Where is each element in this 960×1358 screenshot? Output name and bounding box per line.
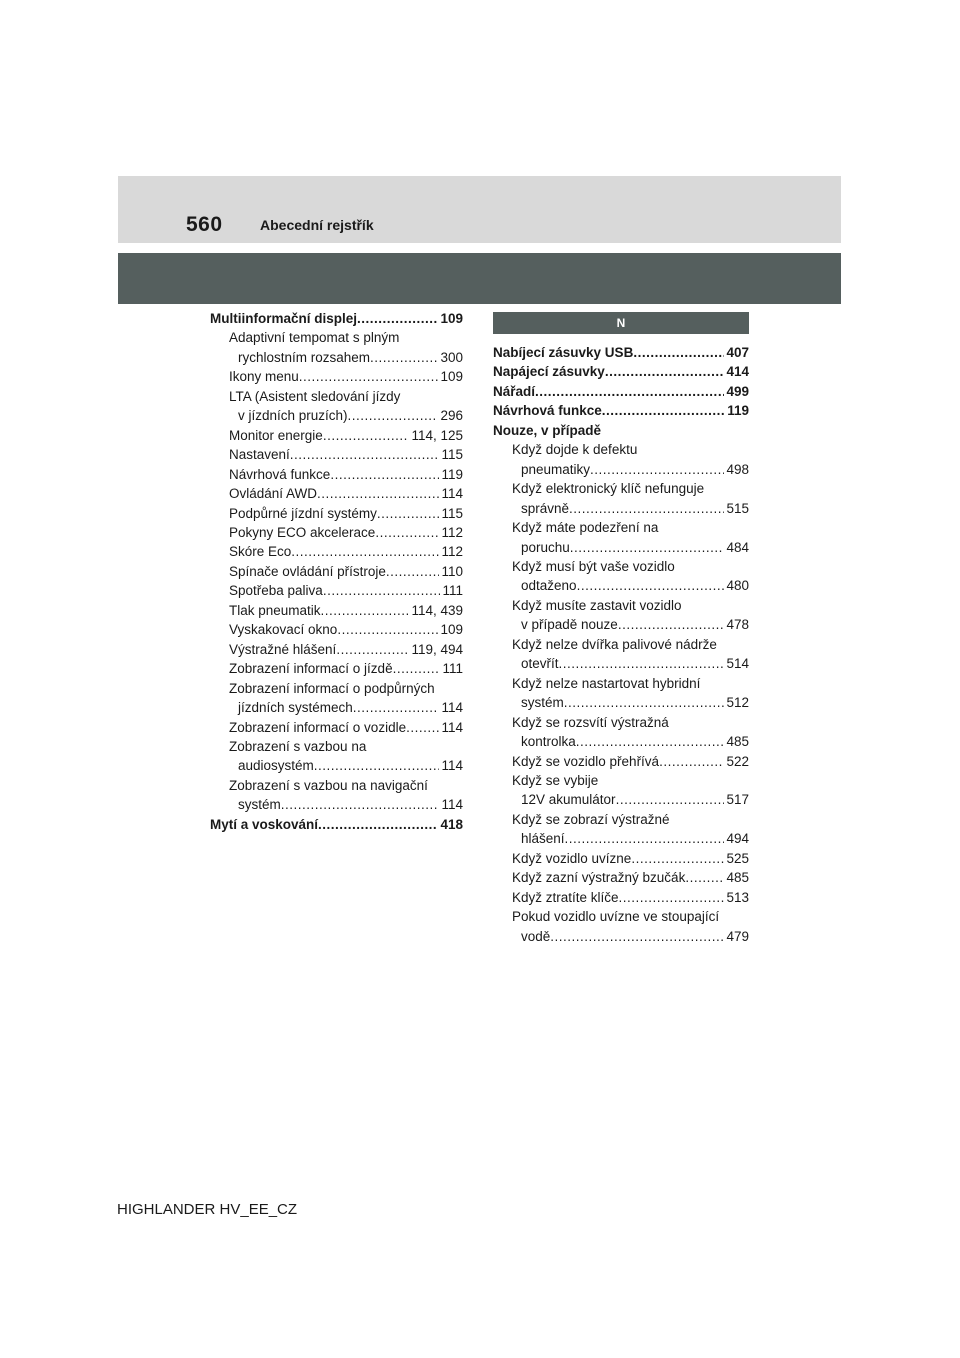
index-entry [493, 868, 749, 887]
index-entry [210, 484, 463, 503]
index-entry-text: Když nelze nastartovat hybridní [512, 675, 701, 691]
index-entry [493, 576, 749, 595]
index-entry [210, 640, 463, 659]
index-entry-text: Podpůrné jízdní systémy [229, 505, 377, 521]
leader-dots [590, 460, 724, 479]
leader-dots [535, 382, 724, 401]
index-entry-page: 114 [441, 758, 463, 774]
index-entry-text: Když se rozsvítí výstražná [512, 714, 669, 730]
leader-dots [631, 849, 724, 868]
index-entry-page: 514 [726, 656, 749, 672]
index-entry [493, 538, 749, 557]
index-entry-page: 114 [441, 797, 463, 813]
leader-dots [281, 795, 440, 814]
index-entry [493, 752, 749, 771]
index-entry [210, 815, 463, 834]
index-entry-text: Adaptivní tempomat s plným [229, 330, 400, 346]
index-entry-text: Zobrazení informací o jízdě [229, 661, 393, 677]
index-entry [210, 562, 463, 581]
index-entry [210, 523, 463, 542]
index-entry [493, 518, 749, 537]
leader-dots [348, 406, 439, 425]
index-entry [493, 907, 749, 926]
index-entry-text: Když se vybije [512, 772, 599, 788]
index-entry-page: 112 [441, 524, 463, 540]
index-entry [493, 790, 749, 809]
leader-dots [659, 752, 724, 771]
index-entry [493, 849, 749, 868]
index-entry-text: v jízdních pruzích) [238, 408, 348, 424]
index-entry [210, 581, 463, 600]
index-entry-text: Multiinformační displej [210, 311, 358, 326]
index-column-right [493, 343, 749, 946]
index-entry [210, 445, 463, 464]
index-entry-text: jízdních systémech [238, 700, 353, 716]
leader-dots [565, 829, 725, 848]
leader-dots [393, 659, 441, 678]
index-entry [210, 620, 463, 639]
leader-dots [353, 698, 440, 717]
index-entry [493, 421, 749, 440]
leader-dots [314, 756, 440, 775]
index-entry-text: systém [521, 695, 564, 711]
leader-dots [291, 542, 439, 561]
index-entry-text: Návrhová funkce [229, 466, 331, 482]
index-entry-page: 517 [726, 792, 749, 808]
index-entry-page: 114, 125 [411, 427, 463, 443]
index-entry-text: Spotřeba paliva [229, 583, 323, 599]
index-entry-text: Ovládání AWD [229, 486, 318, 502]
index-entry-text: Zobrazení s vazbou na navigační [229, 777, 428, 793]
leader-dots [559, 654, 725, 673]
leader-dots [323, 581, 441, 600]
index-entry-text: rychlostním rozsahem [238, 349, 371, 365]
leader-dots [564, 693, 725, 712]
index-entry-page: 112 [441, 544, 463, 560]
index-entry-page: 109 [440, 622, 463, 638]
index-entry [493, 382, 749, 401]
index-entry-text: audiosystém [238, 758, 314, 774]
index-entry-text: Když nelze dvířka palivové nádrže [512, 636, 717, 652]
index-entry [493, 479, 749, 498]
index-entry-page: 407 [726, 345, 749, 360]
index-entry-text: Zobrazení informací o podpůrných [229, 680, 435, 696]
index-entry-text: poruchu [521, 539, 570, 555]
leader-dots [290, 445, 440, 464]
leader-dots [619, 888, 725, 907]
index-entry [493, 343, 749, 362]
index-entry [493, 460, 749, 479]
leader-dots [406, 718, 439, 737]
leader-dots [336, 640, 409, 659]
index-entry [493, 674, 749, 693]
index-entry [210, 679, 463, 698]
index-entry-page: 499 [726, 383, 749, 399]
index-entry-page: 114, 439 [411, 602, 463, 618]
index-entry-page: 498 [726, 461, 749, 477]
index-entry-text: správně [521, 500, 570, 516]
index-entry-text: Zobrazení s vazbou na [229, 738, 367, 754]
index-entry-text: Když ztratíte klíče [512, 889, 619, 905]
index-entry [493, 440, 749, 459]
index-entry-page: 494 [726, 831, 749, 847]
index-entry-page: 479 [726, 928, 749, 944]
index-entry-page: 109 [440, 369, 463, 385]
index-entry [210, 387, 463, 406]
leader-dots [569, 499, 724, 518]
index-entry [493, 829, 749, 848]
leader-dots [377, 504, 440, 523]
index-entry-page: 480 [726, 578, 749, 594]
index-entry-page: 119 [441, 466, 463, 482]
index-entry-text: Nastavení [229, 447, 290, 463]
index-entry-text: Pokud vozidlo uvízne ve stoupající [512, 909, 720, 925]
index-entry [210, 348, 463, 367]
leader-dots [602, 401, 725, 420]
index-entry [493, 927, 749, 946]
index-entry-text: Když máte podezření na [512, 520, 659, 536]
index-entry-page: 115 [441, 447, 463, 463]
leader-dots [318, 815, 438, 834]
index-entry-page: 478 [726, 617, 749, 633]
index-entry-text: kontrolka [521, 734, 576, 750]
index-entry-page: 484 [726, 539, 749, 555]
index-entry-text: Zobrazení informací o vozidle [229, 719, 407, 735]
leader-dots [577, 576, 725, 595]
index-entry-page: 515 [726, 500, 749, 516]
index-entry-page: 414 [726, 364, 749, 380]
footer-model: HIGHLANDER HV_EE_CZ [117, 1201, 298, 1218]
index-entry-page: 300 [440, 349, 463, 365]
index-entry-text: LTA (Asistent sledování jízdy [229, 388, 401, 404]
index-entry-text: Výstražné hlášení [229, 641, 337, 657]
index-entry [210, 504, 463, 523]
leader-dots [685, 868, 724, 887]
index-entry-page: 485 [726, 870, 749, 886]
index-entry [493, 810, 749, 829]
index-entry [493, 693, 749, 712]
index-entry-text: Když dojde k defektu [512, 442, 638, 458]
index-entry-page: 522 [726, 753, 749, 769]
index-entry-text: v případě nouze [521, 617, 618, 633]
index-entry [493, 596, 749, 615]
leader-dots [323, 426, 410, 445]
letter-section-header: N [493, 312, 749, 334]
index-entry-text: Když elektronický klíč nefunguje [512, 481, 705, 497]
index-entry-text: Nabíjecí zásuvky USB [493, 345, 634, 360]
index-entry [493, 732, 749, 751]
index-entry-page: 114 [441, 700, 463, 716]
index-entry-page: 109 [440, 311, 463, 326]
index-entry [493, 557, 749, 576]
page-number: 560 [186, 213, 223, 236]
index-entry [493, 635, 749, 654]
index-entry-text: odtaženo [521, 578, 577, 594]
index-entry-text: Když se vozidlo přehřívá [512, 753, 660, 769]
index-entry [210, 756, 463, 775]
leader-dots [337, 620, 438, 639]
index-entry-page: 114 [441, 719, 463, 735]
index-entry-text: hlášení [521, 831, 565, 847]
index-entry-page: 119 [727, 403, 749, 419]
index-entry-page: 111 [442, 583, 463, 599]
index-entry-text: Nářadí [493, 383, 536, 399]
leader-dots [616, 790, 725, 809]
index-entry-text: Vyskakovací okno [229, 622, 338, 638]
index-entry-text: Když vozidlo uvízne [512, 850, 632, 866]
leader-dots [330, 465, 439, 484]
index-entry-text: Pokyny ECO akcelerace [229, 524, 376, 540]
leader-dots [633, 343, 724, 362]
index-entry-text: Ikony menu [229, 369, 299, 385]
index-entry-page: 525 [726, 850, 749, 866]
index-entry-page: 114 [441, 486, 463, 502]
index-entry-text: 12V akumulátor [521, 792, 616, 808]
index-entry-page: 513 [726, 889, 749, 905]
leader-dots [375, 523, 439, 542]
index-entry [210, 795, 463, 814]
index-entry-text: Když musíte zastavit vozidlo [512, 597, 682, 613]
index-entry-page: 485 [726, 734, 749, 750]
leader-dots [570, 538, 725, 557]
leader-dots [317, 484, 439, 503]
index-entry-text: vodě [521, 928, 551, 944]
index-entry [210, 542, 463, 561]
leader-dots [605, 362, 725, 381]
index-entry-page: 418 [440, 816, 463, 832]
index-entry [493, 499, 749, 518]
index-entry [210, 776, 463, 795]
index-entry-text: Skóre Eco [229, 544, 292, 560]
index-entry-text: systém [238, 797, 281, 813]
index-entry [493, 888, 749, 907]
leader-dots [576, 732, 725, 751]
index-entry-text: Spínače ovládání přístroje [229, 563, 386, 579]
index-column-left [210, 309, 463, 834]
index-entry-page: 115 [441, 505, 463, 521]
index-entry [210, 426, 463, 445]
index-entry-page: 296 [440, 408, 463, 424]
index-entry [210, 698, 463, 717]
index-entry-text: Návrhová funkce [493, 403, 602, 419]
index-entry [210, 309, 463, 328]
index-entry-text: otevřít [521, 656, 559, 672]
index-entry [210, 328, 463, 347]
index-entry-page: 119, 494 [411, 641, 463, 657]
index-entry [210, 406, 463, 425]
page-title: Abecední rejstřík [260, 217, 374, 233]
index-entry [210, 601, 463, 620]
index-entry [493, 401, 749, 420]
index-entry-text: Nouze, v případě [493, 422, 602, 438]
index-entry-text: Monitor energie [229, 427, 323, 443]
index-entry-page: 111 [442, 661, 463, 677]
index-entry [493, 654, 749, 673]
leader-dots [357, 309, 438, 328]
header-dark-band [118, 253, 841, 304]
index-entry [210, 718, 463, 737]
index-entry-page: 110 [441, 563, 463, 579]
leader-dots [370, 348, 438, 367]
index-entry [493, 362, 749, 381]
index-entry-text: Když se zobrazí výstražné [512, 811, 670, 827]
index-entry [493, 713, 749, 732]
header-band [118, 176, 841, 243]
index-entry-text: Mytí a voskování [210, 816, 319, 832]
index-entry-text: Když musí být vaše vozidlo [512, 558, 675, 574]
index-entry [210, 737, 463, 756]
index-entry-text: pneumatiky [521, 461, 591, 477]
leader-dots [321, 601, 410, 620]
leader-dots [618, 615, 725, 634]
leader-dots [299, 367, 439, 386]
index-entry [493, 615, 749, 634]
leader-dots [386, 562, 440, 581]
index-entry-text: Tlak pneumatik [229, 602, 321, 618]
index-entry [210, 465, 463, 484]
index-entry [210, 659, 463, 678]
index-entry [493, 771, 749, 790]
leader-dots [550, 927, 724, 946]
index-entry-text: Napájecí zásuvky [493, 364, 605, 380]
index-entry-page: 512 [726, 695, 749, 711]
index-entry-text: Když zazní výstražný bzučák [512, 870, 686, 886]
index-entry [210, 367, 463, 386]
